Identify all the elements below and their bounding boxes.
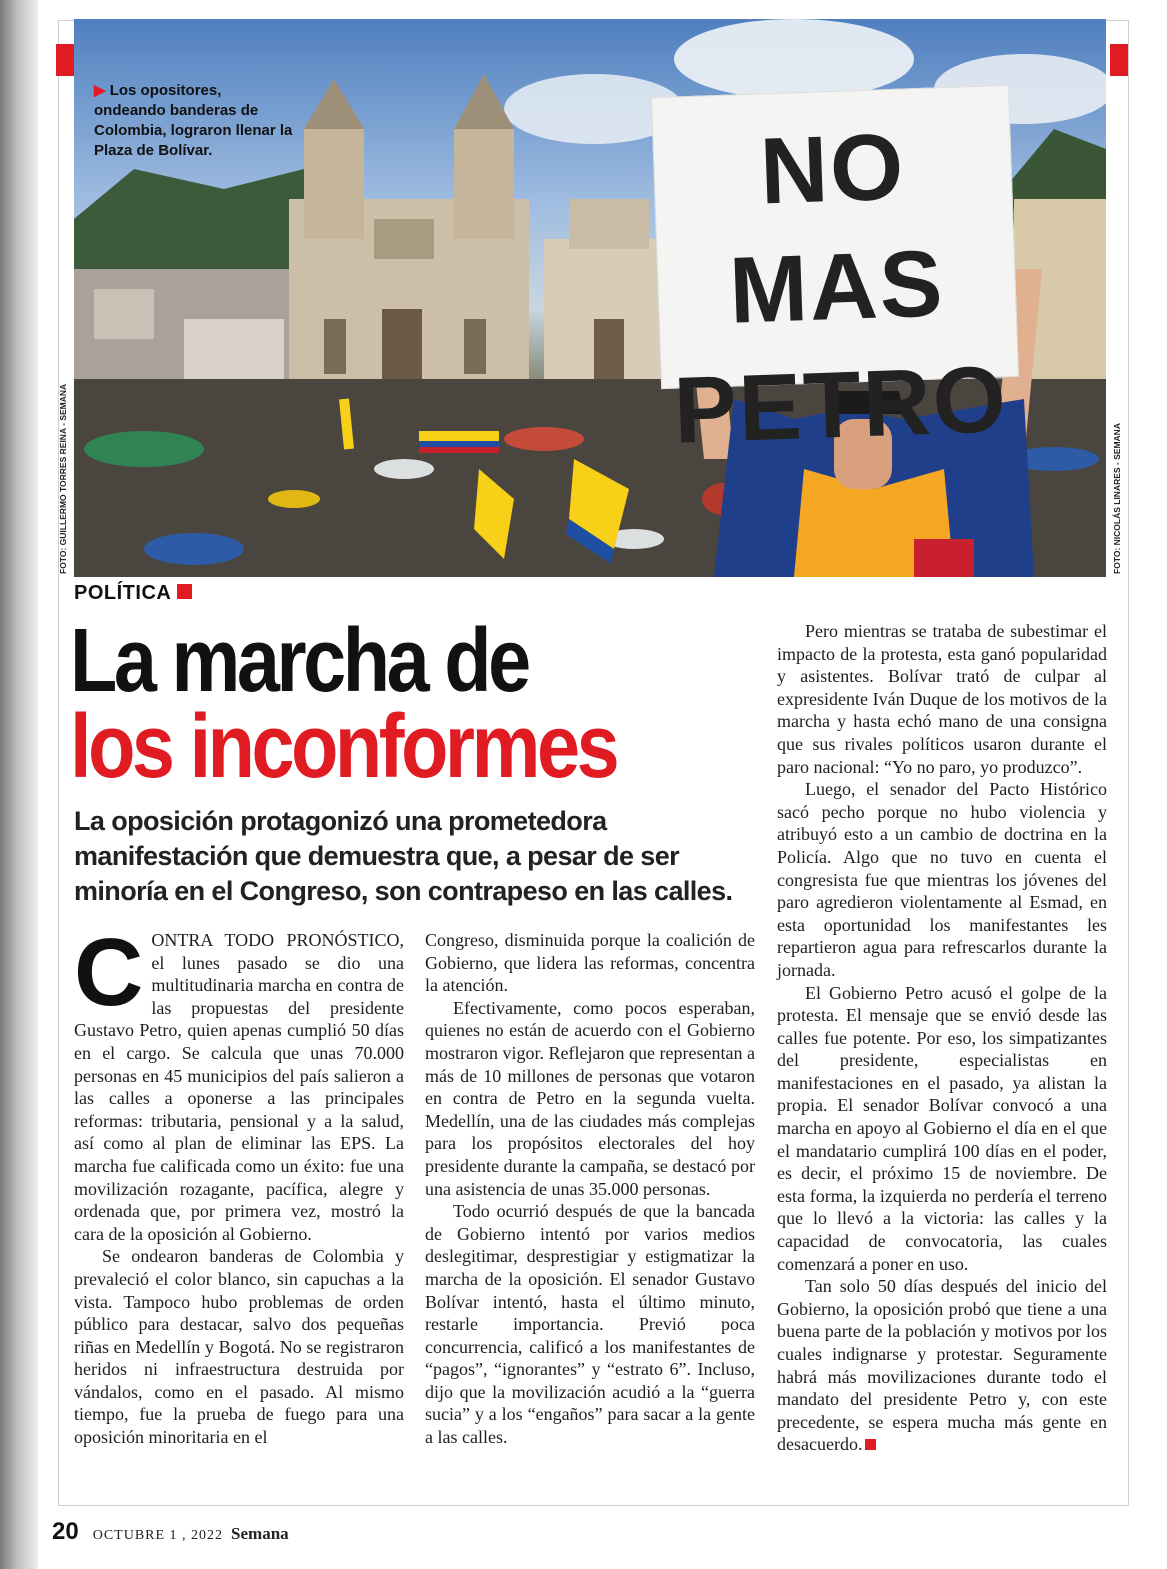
article-deck: La oposición protagonizó una prometedora manifestación que demuestra que, a pesar de ser minoría en el Congreso, son contrapeso en las calles.	[74, 806, 733, 906]
drop-cap: C	[74, 919, 144, 1026]
body-paragraph: Tan solo 50 días después del inicio del Gobierno, la oposición probó que tiene a una buena parte de la población y motivos por los cuales indignarse y protestar. Seguramente habrá más movilizaciones durante todo el mandato del presidente Petro y, con este precedente, se espera mucha más gente en desacuerdo.	[777, 1276, 1107, 1455]
page-footer	[52, 1518, 289, 1546]
photo-credit-left: FOTO: GUILLERMO TORRES REINA - SEMANA	[58, 383, 68, 574]
body-column-1	[74, 919, 404, 1449]
body-paragraph: Se ondearon banderas de Colombia y prevaleció el color blanco, sin capuchas a la vista. Tampoco hubo problemas de orden público para destacar, salvo dos pequeñas riñas en Medellín y Bogotá. No se registraron heridos ni infraestructura destruida por vándalos, como en el pasado. Al mismo tiempo, fue la prueba de fuego para una oposición minoritaria en el	[74, 1246, 404, 1448]
end-mark-icon	[865, 1439, 876, 1450]
headline-line-1: La marcha de	[70, 611, 528, 711]
sign-line-2: PETRO	[672, 346, 1010, 463]
headline-line-2: los inconformes	[70, 697, 617, 797]
body-column-2	[425, 929, 755, 1449]
right-red-tab	[1110, 44, 1128, 76]
photo-caption	[94, 81, 294, 161]
body-paragraph: Pero mientras se trataba de subestimar el impacto de la protesta, esta ganó popularidad y asistentes. Bolívar trató de culpar al expresidente Iván Duque de los motivos de la marcha y hasta echó mano de una consigna que sus rivales políticos usaron durante el paro nacional: “Yo no paro, yo produzco”.	[777, 621, 1107, 777]
caption-marker-icon: ▶	[94, 82, 106, 99]
caption-text: Los opositores, ondeando banderas de Colombia, lograron llenar la Plaza de Bolívar.	[94, 82, 293, 159]
body-paragraph: Luego, el senador del Pacto Histórico sacó pecho porque no hubo violencia y atribuyó esto a un cambio de doctrina en la Policía. Algo que no tuvo en cuenta el congresista fue que mientras los jóvenes del paro agredieron violentamente al Esmad, en esta oportunidad los manifestantes les repartieron agua para refrescarlos durante la jornada.	[777, 779, 1107, 980]
body-paragraph: El Gobierno Petro acusó el golpe de la protesta. El mensaje que se envió desde las calles fue potente. Por eso, los simpatizantes del presidente, especialistas en manifestaciones en el pasado, ya alistan la propia. El senador Bolívar convocó a una marcha en apoyo al Gobierno el día en el que el mandatario cumplirá 100 días en el poder, es decir, el próximo 15 de noviembre. De esta forma, la izquierda no perdería el terreno que lo llevó a la victoria: las calles y la capacidad de convocatoria, las cuales comenzará a poner en uso.	[777, 982, 1107, 1274]
body-paragraph: Todo ocurrió después de que la bancada de Gobierno intentó por varios medios deslegitimar, desprestigiar y estigmatizar la marcha de la oposición. El senador Gustavo Bolívar intentó, hasta el último minuto, restarle importancia. Previó poca concurrencia, calificó a los manifestantes de “pagos”, “ignorantes” y “estrato 6”. Incluso, dijo que la movilización acudió a la “guerra sucia” y a los “engaños” para sacar a la gente a las calles.	[425, 1201, 755, 1448]
body-column-3	[777, 620, 1107, 1456]
sign-line-1: NO MAS	[727, 113, 946, 343]
protest-sign	[651, 85, 1019, 463]
photo-credit-right: FOTO: NICOLÁS LINARES - SEMANA	[1112, 423, 1122, 574]
body-paragraph: Congreso, disminuida porque la coalición de Gobierno, que lidera las reformas, concentra la atención.	[425, 930, 755, 996]
section-marker-icon	[177, 584, 192, 599]
page-binding-shadow	[0, 0, 38, 1569]
body-paragraph: CONTRA TODO PRONÓSTICO, el lunes pasado se dio una multitudinaria marcha en contra de las propuestas del presidente Gustavo Petro, quien apenas cumplió 50 días en el cargo. Se calcula que unas 70.000 personas en 45 municipios del país salieron a las calles a oponerse a las principales reformas: tributaria, pensional y a la salud, así como al plan de eliminar las EPS. La marcha fue calificada como un éxito: fue una movilización rozagante, pacífica, alegre y ordenada que, por primera vez, mostró la cara de la oposición al Gobierno.	[74, 919, 404, 1244]
body-paragraph: Efectivamente, como pocos esperaban, quienes no están de acuerdo con el Gobierno mostraron vigor. Reflejaron que representan a más de 10 millones de personas que votaron en contra de Petro en la segunda vuelta. Medellín, una de las ciudades más complejas para los propósitos electorales del hoy presidente durante la campaña, se destacó por una asistencia de unas 35.000 personas.	[425, 997, 755, 1199]
section-label	[74, 582, 192, 605]
page-number: 20	[52, 1518, 79, 1545]
magazine-brand: Semana	[231, 1524, 289, 1543]
hero-photo	[74, 19, 1106, 577]
section-label-text: POLÍTICA	[74, 582, 172, 604]
issue-date: OCTUBRE 1 , 2022	[92, 1528, 224, 1543]
left-red-tab	[56, 44, 74, 76]
